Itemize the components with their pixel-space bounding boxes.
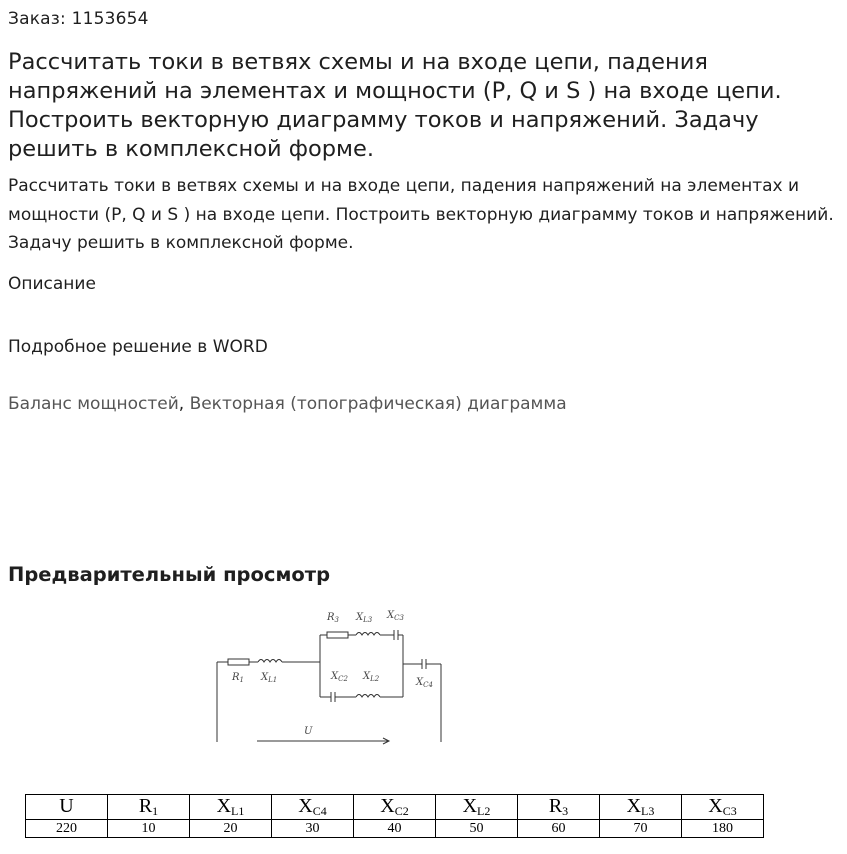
label-xl1: $X_{L1}$ (261, 672, 278, 684)
task-description: Рассчитать токи в ветвях схемы и на входе цепи, падения напряжений на элементах и мощности (P, Q и S ) на входе цепи. Построить векторную диаграмму токов и напряжений. Задачу решить в комплексной форме. (8, 176, 834, 253)
label-r1: $R_1$ (232, 672, 244, 684)
task-headline: Рассчитать токи в ветвях схемы и на входе цепи, падения напряжений на элементах и мощности (P, Q и S ) на входе цепи. Построить векторную диаграмму токов и напряжений. Задачу решить в комплексной форме. (8, 49, 782, 162)
tag-separator: , (178, 394, 190, 414)
label-xc4: $X_{C4}$ (416, 677, 433, 689)
table-cell: 220 (26, 820, 108, 838)
label-u: U (304, 726, 313, 737)
parameters-table (25, 794, 764, 838)
table-cell: 60 (518, 820, 600, 838)
table-cell: 50 (436, 820, 518, 838)
table-cell: 30 (272, 820, 354, 838)
table-cell: 180 (682, 820, 764, 838)
solution-format-note: Подробное решение в WORD (8, 337, 268, 357)
description-section-label: Описание (8, 274, 96, 294)
tag-vector-diagram[interactable]: Векторная (топографическая) диаграмма (189, 394, 567, 414)
table-cell: 20 (190, 820, 272, 838)
table-header-row (26, 795, 764, 820)
label-xl3: $X_{L3}$ (356, 612, 373, 624)
table-cell: 40 (354, 820, 436, 838)
label-xl2: $X_{L2}$ (363, 671, 380, 683)
inductor-xl2 (356, 695, 380, 698)
table-header-cell: $X_{C2}$ (354, 795, 436, 820)
table-cell: 10 (108, 820, 190, 838)
label-xc3: $X_{C3}$ (387, 610, 404, 622)
table-header-cell: $R_1$ (108, 795, 190, 820)
tag-list (8, 394, 567, 414)
inductor-xl3 (356, 633, 380, 636)
table-cell: 70 (600, 820, 682, 838)
resistor-r3 (327, 632, 348, 638)
table-header-cell: $R_3$ (518, 795, 600, 820)
table-header-cell: $X_{C4}$ (272, 795, 354, 820)
table-row (26, 820, 764, 838)
table-header-cell: $X_{L3}$ (600, 795, 682, 820)
tag-power-balance[interactable]: Баланс мощностей (8, 394, 179, 414)
preview-title: Предварительный просмотр (8, 563, 331, 586)
label-xc2: $X_{C2}$ (331, 671, 348, 683)
table-header-cell: $X_{C3}$ (682, 795, 764, 820)
resistor-r1 (228, 659, 249, 665)
order-number: Заказ: 1153654 (8, 9, 149, 29)
circuit-schematic (200, 600, 450, 750)
inductor-xl1 (258, 660, 282, 663)
label-r3: $R_3$ (327, 612, 339, 624)
table-header-cell: U (26, 795, 108, 820)
table-header-cell: $X_{L2}$ (436, 795, 518, 820)
table-header-cell: $X_{L1}$ (190, 795, 272, 820)
